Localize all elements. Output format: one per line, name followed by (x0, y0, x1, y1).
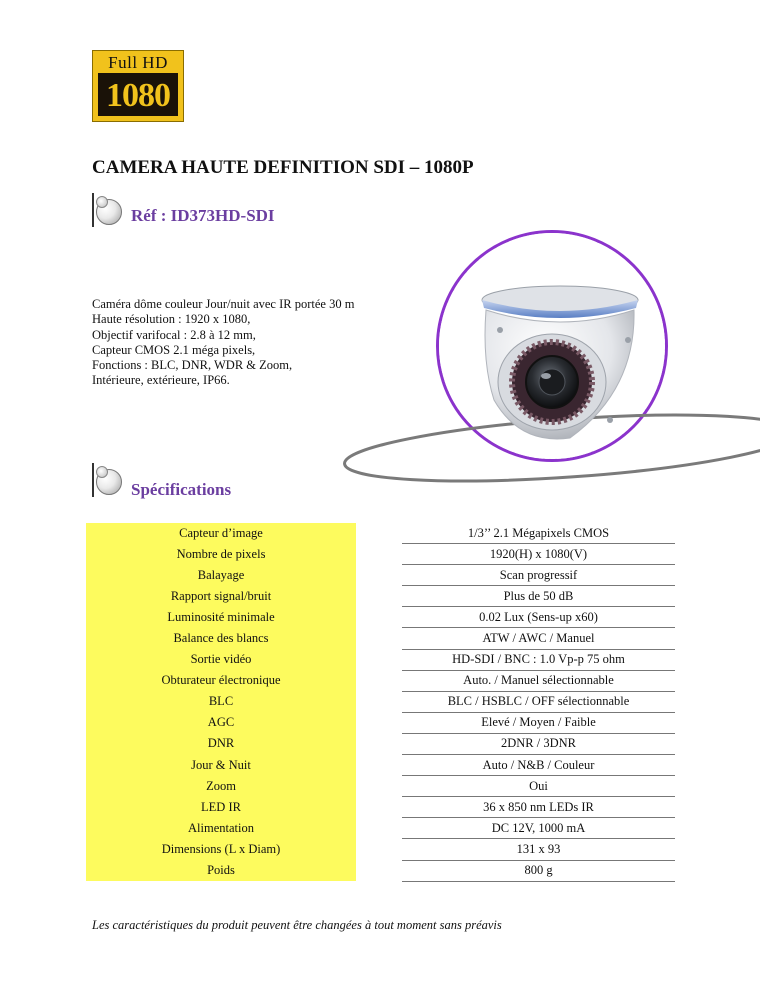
spec-value: Auto / N&B / Couleur (402, 755, 675, 776)
spec-label: Obturateur électronique (86, 670, 356, 691)
spec-label: Balance des blancs (86, 628, 356, 649)
table-row (86, 586, 675, 607)
specifications-table (86, 523, 675, 882)
spec-value: 1920(H) x 1080(V) (402, 544, 675, 565)
spec-label: Rapport signal/bruit (86, 586, 356, 607)
page-title: CAMERA HAUTE DEFINITION SDI – 1080P (92, 157, 474, 178)
table-row (86, 670, 675, 691)
bullet-icon (92, 463, 124, 497)
logo-top-text: Full HD (108, 53, 168, 72)
reference-heading: Réf : ID373HD-SDI (131, 206, 275, 225)
spec-label: Balayage (86, 565, 356, 586)
spec-value: BLC / HSBLC / OFF sélectionnable (402, 691, 675, 712)
spec-value: Elevé / Moyen / Faible (402, 712, 675, 733)
table-row (86, 544, 675, 565)
spec-value: Scan progressif (402, 565, 675, 586)
spec-value: 36 x 850 nm LEDs IR (402, 797, 675, 818)
table-row (86, 712, 675, 733)
dome-camera-image (460, 270, 660, 460)
product-description (92, 297, 354, 389)
spec-label: Nombre de pixels (86, 544, 356, 565)
spec-label: Alimentation (86, 818, 356, 839)
spec-value: ATW / AWC / Manuel (402, 628, 675, 649)
description-line: Caméra dôme couleur Jour/nuit avec IR portée 30 m (92, 297, 355, 311)
table-row (86, 776, 675, 797)
description-line: Fonctions : BLC, DNR, WDR & Zoom, (92, 358, 293, 373)
spec-label: Jour & Nuit (86, 755, 356, 776)
spec-label: Capteur d’image (86, 523, 356, 544)
description-line: Capteur CMOS 2.1 méga pixels, (92, 342, 256, 357)
table-row (86, 565, 675, 586)
table-row (86, 691, 675, 712)
spec-label: AGC (86, 712, 356, 733)
spec-label: Dimensions (L x Diam) (86, 839, 356, 860)
spec-value: 0.02 Lux (Sens-up x60) (402, 607, 675, 628)
spec-value: Auto. / Manuel sélectionnable (402, 670, 675, 691)
spec-value: HD-SDI / BNC : 1.0 Vp-p 75 ohm (402, 649, 675, 670)
spec-label: BLC (86, 691, 356, 712)
table-row (86, 649, 675, 670)
spec-label: Sortie vidéo (86, 649, 356, 670)
spec-value: 800 g (402, 860, 675, 881)
spec-value: DC 12V, 1000 mA (402, 818, 675, 839)
table-row (86, 839, 675, 860)
description-line: Haute résolution : 1920 x 1080, (92, 312, 251, 327)
table-row (86, 607, 675, 628)
bullet-icon (92, 193, 124, 227)
spec-label: DNR (86, 733, 356, 754)
table-row (86, 797, 675, 818)
table-row (86, 628, 675, 649)
disclaimer-footnote: Les caractéristiques du produit peuvent être changées à tout moment sans préavis (92, 918, 502, 932)
spec-label: LED IR (86, 797, 356, 818)
table-row (86, 523, 675, 544)
description-line: Objectif varifocal : 2.8 à 12 mm, (92, 327, 256, 342)
spec-value: 2DNR / 3DNR (402, 733, 675, 754)
logo-main-text: 1080 (98, 73, 178, 116)
full-hd-1080-logo (92, 50, 184, 122)
spec-label: Poids (86, 860, 356, 881)
specifications-heading: Spécifications (131, 480, 232, 499)
spec-label: Luminosité minimale (86, 607, 356, 628)
spec-label: Zoom (86, 776, 356, 797)
spec-value: Plus de 50 dB (402, 586, 675, 607)
table-row (86, 818, 675, 839)
table-row (86, 733, 675, 754)
spec-value: Oui (402, 776, 675, 797)
spec-value: 1/3’’ 2.1 Mégapixels CMOS (402, 523, 675, 544)
spec-value: 131 x 93 (402, 839, 675, 860)
table-row (86, 755, 675, 776)
description-line: Intérieure, extérieure, IP66. (92, 373, 230, 388)
table-row (86, 860, 675, 881)
